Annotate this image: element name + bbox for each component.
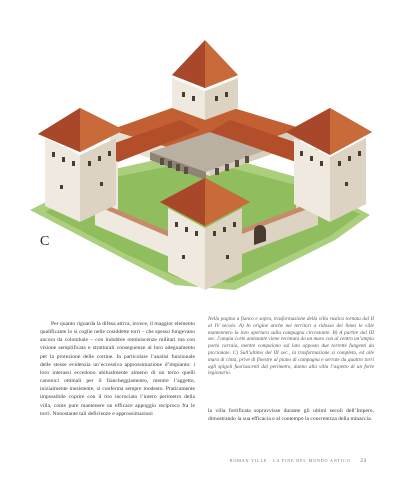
page-number: 23: [360, 459, 367, 464]
front-tower: [160, 178, 250, 290]
right-paragraph: la villa fortificata sopravvisse durante gli ultimi secoli dell’Impero, dimostrando la sua efficacia e al contempo la concretezza della minaccia.: [208, 408, 374, 423]
caption-text: della villa rustica tornata dal II al IV secolo. A) In origine anche nei territori a ridosso dei limes le ville mantennero la loro apertura sulla campagna circostante. B) A partire dal III sec. l’ampia corte antistante viene recintata da un muro con al centro un’ampia porta carraia, mentre compaiono sul lato opposto due torrette fungenti da piccionaie. C) Sull’ultimo del III sec., la trasformazione si completa, ed alle mura di cinta, prive di finestre al piano di campagna e serrate da quattro torri agli spigoli fuoriuscenti dal perimetro, danno alla villa l’aspetto di un forte legionario.: [208, 316, 375, 377]
figure-letter: C: [40, 234, 50, 249]
back-tower: [172, 40, 238, 120]
caption-lead: Nella pagina a fianco e sopra, trasformazione: [208, 316, 306, 322]
figure-caption: [208, 316, 374, 377]
right-column-text: [208, 407, 374, 423]
page-footer: [230, 458, 367, 464]
left-column-text: [40, 320, 195, 418]
left-tower: [38, 108, 124, 222]
running-head: ROMAN VILLE · LA FINE DEL MONDO ANTICO: [229, 458, 351, 463]
left-paragraph: Per quanto riguarda la difesa attiva, invece, il maggior elemento qualificante lo si coglie nelle cosiddette torri – che spesso fungevano ancora da colombaie – con indubbie reminiscenze militari ma con visione semplificata e strutturali conseguenze al loro adeguamento per la protezione delle cortine. In particolare l’analisi funzionale delle stesse evidenzia un’eccessiva approssimazione d’impianto: i loro interassi eccedono abitualmente almeno di un terzo quelli canonici ottimali per il fiancheggiamento, mentre l’aggetto, inizialmente inesistente, si conferma sempre modesto. Praticamente impossibile coprire con il tiro incrociato l’intero perimetro della villa, come pure mantenere un efficace appoggio reciproco fra le torri. Nonostante tali deficienze e approssimazioni: [40, 321, 195, 417]
right-tower: [286, 108, 372, 222]
